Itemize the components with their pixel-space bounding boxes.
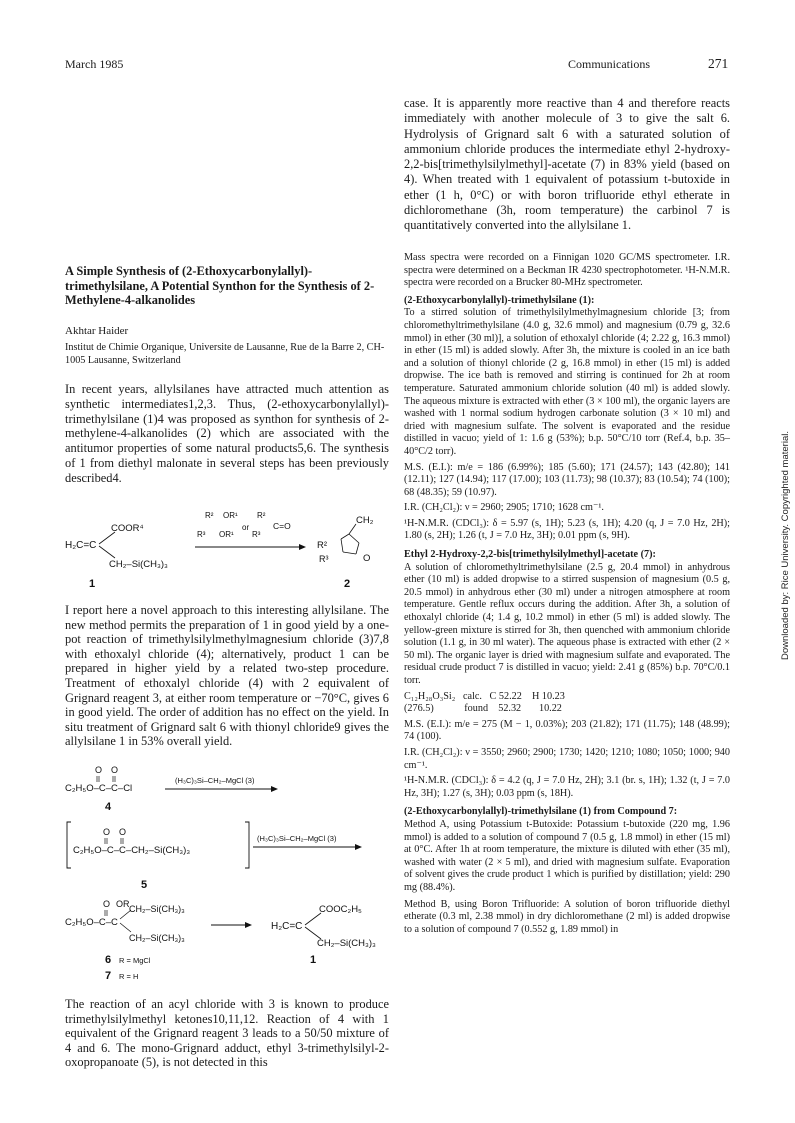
scheme1-or1: OR¹ — [223, 511, 238, 520]
s2-r1-o2: O — [111, 765, 119, 775]
heading-compound-7: Ethyl 2-Hydroxy-2,2-bis[trimethylsilylmethyl]-acetate (7): — [404, 549, 656, 561]
s2-adduct: C₂H₅O–C–C — [65, 917, 118, 928]
scheme-2 — [65, 765, 395, 985]
method-a: Method A, using Potassium t-Butoxide: Potassium t-butoxide (220 mg, 1.96 mmol) is added to a solution of compound 7 (0.5 g, 1.8 mmol) in ether (15 ml) at 0°C. After 1h at room temperature, the mixture is diluted with ether (35 ml), washed with water (2 × 5 ml), and dried with magnesium sulfate. Evaporation of solvent gives the crude product 1 which is purified by distillation; yield: 290 mg (88.4%). — [404, 818, 730, 893]
s2-ethoxalyl-chloride: C₂H₅O–C–C–Cl — [65, 783, 133, 794]
running-date: March 1985 — [65, 57, 124, 71]
s2-r1-o1: O — [95, 765, 103, 775]
article-author: Akhtar Haider — [65, 324, 129, 337]
s2-r3-ch2b: CH₂–Si(CH₃)₃ — [129, 933, 185, 943]
compound-1-number: 1 — [89, 578, 96, 590]
article-affiliation: Institut de Chimie Organique, Universite de Lausanne, Rue de la Barre 2, CH-1005 Lausanne, Switzerland — [65, 342, 385, 367]
instrument-paragraph: Mass spectra were recorded on a Finnigan 1020 GC/MS spectrometer. I.R. spectra were determined on a Beckman IR 4230 spectrophotometer. ¹H-N.M.R. spectra were recorded on a Brucker 80-MHz spectrometer. — [404, 252, 730, 289]
nmr-compound-1: ¹H-N.M.R. (CDCl₃): δ = 5.97 (s, 1H); 5.23 (s, 1H); 4.20 (q, J = 7.0 Hz, 2H); 1.80 (s, 2H); 1.26 (t, J = 7.0 Hz, 3H); 0.01 ppm (s, 9H). — [404, 517, 730, 542]
article-title: A Simple Synthesis of (2-Ethoxycarbonylallyl)-trimethylsilane, A Potential Synthon for the Synthesis of 2-Methylene-4-alkanolides — [65, 264, 375, 308]
ms-compound-7: M.S. (E.I.): m/e = 275 (M − 1, 0.03%); 203 (21.82); 171 (11.75); 148 (48.99); 74 (100). — [404, 718, 730, 743]
scheme1-prod-r2: R² — [317, 540, 328, 551]
scheme1-co: C=O — [273, 521, 291, 531]
s2-product-ester: COOC₂H₅ — [319, 904, 362, 915]
heading-compound-1: (2-Ethoxycarbonylallyl)-trimethylsilane (1): — [404, 294, 595, 306]
scheme1-h2c: H₂C=C — [65, 540, 97, 551]
page-number: 271 — [708, 56, 729, 71]
scheme1-r3: R³ — [197, 530, 206, 539]
procedure-compound-7: A solution of chloromethyltrimethylsilane (2.5 g, 20.4 mmol) in anhydrous ether (10 ml) is added dropwise to a stirred suspension of magnesium (0.5 g, 20.5 mmol) in anhydrous ether (30 ml) under a nitrogen atmosphere at room temperature. Gentle reflux occurs during the addition. After 3h, a solution of ethoxalyl chloride (4; 1.4 g, 10.2 mmol) in ether (5 ml) is added slowly. The yellow-green mixture is stirred for 3h, then quenched with ammonium chloride solution (1.1 g, in 30 ml water). The aqueous phase is extracted with ether (2 × 50 ml). The organic layer is dried with magnesium sulfate and evaporated. The residual crude product 7 is distilled in vacuo; yield: 2.41 g (85%) b.p. 70°C/0.1 torr. — [404, 561, 730, 686]
scheme1-or1b: OR¹ — [219, 530, 234, 539]
procedure-compound-1: To a stirred solution of trimethylsilylmethylmagnesium chloride [3; from chloromethyltrimethylsilane (4.0 g, 32.6 mmol) and magnesium (0.79 g, 32.6 mmol) in ether (30 ml)], a solution of ethoxalyl chloride (4; 2.22 g, 16.3 mmol) in ether (15 ml) is added slowly. After 3h, the mixture is cooled in an ice bath and a solution of thionyl chloride (2 g, 16.8 mmol) in ether (15 ml) is added dropwise. The ice bath is removed and stirring is continued for 2h at room temperature. Saturated ammonium chloride solution (40 ml) is added slowly. The aqueous mixture is extracted with ether (3 × 100 ml), the organic layers are washed with 1 normal sodium hydrogen carbonate solution (3 × 10 ml) and dried with magnesium sulfate. The solvent is evaporated and the residue distilled in vacuo; yield of 1: 1.6 g (53%); b.p. 50°C/10 torr (Ref.4, b.p. 35–40°C/2 torr). — [404, 307, 730, 457]
s2-r2-o2: O — [119, 827, 127, 837]
article-left-column — [65, 264, 389, 486]
ir-compound-1: I.R. (CH₂Cl₂): ν = 2960; 2905; 1710; 1628 cm⁻¹. — [404, 502, 604, 514]
compound-6-r: R = MgCl — [119, 956, 151, 965]
compound-2-number: 2 — [344, 578, 351, 590]
ir-compound-7: I.R. (CH₂Cl₂): ν = 3550; 2960; 2900; 1730; 1420; 1210; 1080; 1050; 1000; 940 cm⁻¹. — [404, 746, 730, 771]
nmr-compound-7: ¹H-N.M.R. (CDCl₃): δ = 4.2 (q, J = 7.0 Hz, 2H); 3.1 (br. s, 1H); 1.32 (t, J = 7.0 Hz, 3H); 1.27 (s, 3H); 0.03 ppm (s, 18H). — [404, 775, 730, 799]
scheme1-r2: R² — [205, 511, 214, 520]
s2-r2-o1: O — [103, 827, 111, 837]
acyl-chloride-paragraph: The reaction of an acyl chloride with 3 is known to produce trimethylsilylmethyl ketones10,11,12. Reaction of 4 with 1 equivalent of the Grignard reagent 3 leads to a 50/50 mixture of 4 and 6. The mono-Grignard adduct, ethyl 3-trimethylsilyl-2-oxopropanoate (5), is not detected in this — [65, 997, 389, 1070]
analysis-found: (276.5) found 52.32 10.22 — [404, 703, 562, 715]
experimental-section — [404, 252, 730, 936]
compound-7-r: R = H — [119, 972, 139, 981]
compound-4-number: 4 — [105, 801, 112, 813]
analysis-calc: C₁₂H₂₈O₃Si₂ calc. C 52.22 H 10.23 — [404, 690, 565, 702]
s2-r2-reagent: (H₃C)₃Si–CH₂–MgCl (3) — [257, 834, 337, 843]
s2-r3-ch2a: CH₂–Si(CH₃)₃ — [129, 904, 185, 914]
s2-product-ch2si: CH₂–Si(CH₃)₃ — [317, 938, 376, 949]
s2-ketoester: C₂H₅O–C–C–CH₂–Si(CH₃)₃ — [73, 845, 191, 856]
running-section: Communications — [568, 57, 650, 71]
s2-product-h2c: H₂C=C — [271, 921, 303, 932]
scheme1-or: or — [242, 523, 250, 532]
scheme1-prod-r3: R³ — [319, 554, 329, 564]
scheme1-prod-o: O — [363, 553, 371, 564]
compound-5-number: 5 — [141, 879, 148, 891]
method-paragraph: I report here a novel approach to this interesting allylsilane. The new method permits the preparation of 1 in good yield by a one-pot reaction of trimethylsilylmethylmagnesium chloride (3)7,8 with ethoxalyl chloride (4); alternatively, product 1 can be prepared in higher yield by a related two-step procedure. Treatment of ethoxalyl chloride (4) with 2 equivalent of Grignard reagent 3, at either room temperature or −70°C, gives 6 in good yield. The order of addition has no effect on the yield. In situ treatment of Grignard salt 6 with thionyl chloride9 gives the allylsilane 1 in 53% overall yield. — [65, 603, 389, 749]
compound-7-number: 7 — [105, 970, 112, 982]
compound-6-number: 6 — [105, 954, 112, 966]
ms-compound-1: M.S. (E.I.): m/e = 186 (6.99%); 185 (5.60); 171 (24.57); 143 (42.80); 141 (12.11); 127 (14.94); 117 (17.00); 103 (11.73); 98 (10.37); 83 (10.54); 74 (100); 68 (48.35); 59 (10.97). — [404, 461, 730, 498]
scheme1-r3b: R³ — [252, 530, 261, 539]
scheme1-ch2: CH₂ — [356, 515, 374, 526]
scheme1-ch2si: CH₂–Si(CH₃)₃ — [109, 559, 168, 570]
s2-r3-o: O — [103, 899, 111, 909]
right-intro-paragraph: case. It is apparently more reactive than 4 and therefore reacts immediately with another molecule of 3 to give the salt 6. Hydrolysis of Grignard salt 6 with a saturated solution of ammonium chloride produces the intermediate ethyl 2-hydroxy-2,2-bis[trimethylsilylmethyl]-acetate (7) in 83% yield (based on 4). When treated with 1 equivalent of potassium t-butoxide in ether (1 h, 0°C) or with boron trifluoride ethyl etherate in dichloromethane (3h, room temperature) the carbinol 7 is quantitatively converted into the allylsilane 1. — [404, 96, 730, 233]
heading-from-7: (2-Ethoxycarbonylallyl)-trimethylsilane (1) from Compound 7: — [404, 806, 678, 818]
method-b: Method B, using Boron Trifluoride: A solution of boron trifluoride diethyl etherate (0.3 ml, 2.38 mmol) in dry dichloromethane (2 ml) is added dropwise to a solution of compound 7 (0.552 g, 1.89 mmol) in — [404, 898, 730, 935]
s2-r3-or: OR — [116, 899, 130, 909]
s2-r1-reagent: (H₃C)₃Si–CH₂–MgCl (3) — [175, 776, 255, 785]
intro-paragraph: In recent years, allylsilanes have attracted much attention as synthetic intermediates1,2,3. Thus, (2-ethoxycarbonylallyl)-trimethylsilane (1)4 was proposed as synthon for synthesis of 2-methylene-4-alkanolides (2) which are associated with the antitumor properties of some natural products5,6. The synthesis of 1 from diethyl malonate in several steps has been previously described4. — [65, 381, 389, 485]
s2-compound-1-number: 1 — [310, 954, 317, 966]
scheme1-coor: COOR⁴ — [111, 523, 144, 534]
scheme1-r2b: R² — [257, 511, 266, 520]
scheme-1 — [65, 508, 395, 590]
